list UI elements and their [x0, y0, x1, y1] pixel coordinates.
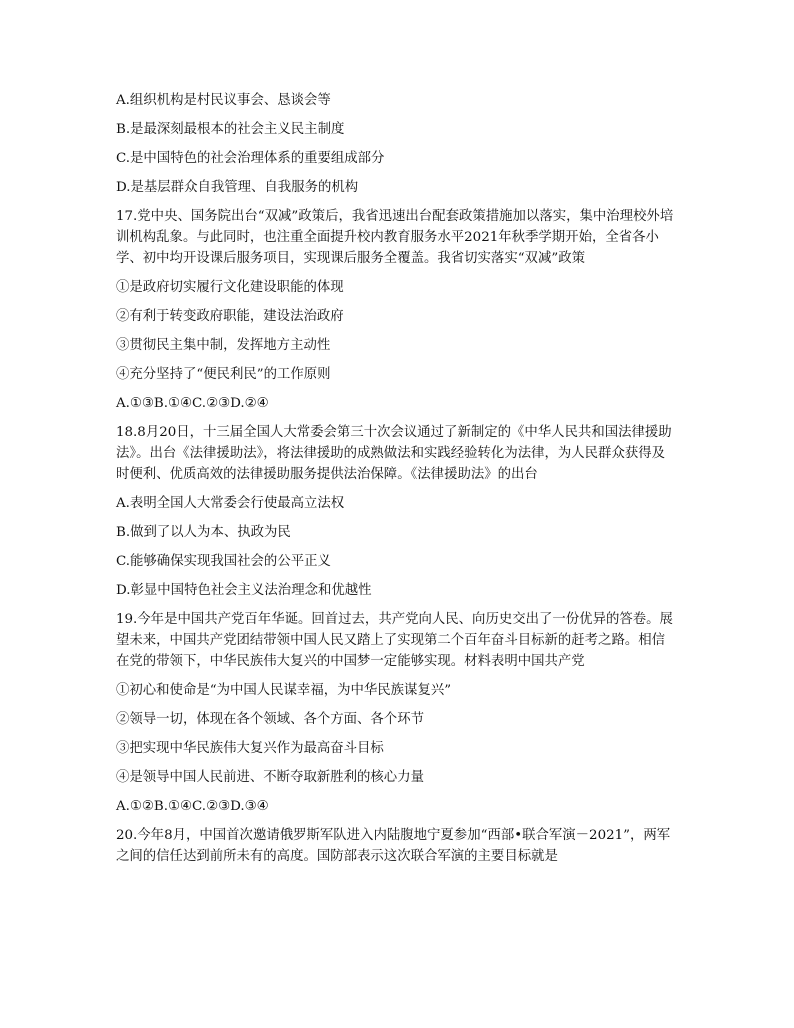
answer-choices-19: A.①②B.①④C.②③D.③④ [116, 799, 269, 814]
statement-2: ②有利于转变政府职能，建设法治政府 [116, 309, 344, 324]
question-19: 19.今年是中国共产党百年华诞。回首过去，共产党向人民、向历史交出了一份优异的答卷。展望未来，中国共产党团结带领中国人民又踏上了实现第二个百年奋斗目标新的赶考之路。相信在党的带领下，中华民族伟大复兴的中国梦一定能够实现。材料表明中国共产党 [116, 612, 673, 669]
option-a: A.组织机构是村民议事会、恳谈会等 [116, 93, 331, 108]
statement-3: ③贯彻民主集中制，发挥地方主动性 [116, 338, 331, 353]
document-page [116, 90, 676, 875]
option-a: A.表明全国人大常委会行使最高立法权 [116, 496, 345, 511]
statement-4: ④充分坚持了“便民利民”的工作原则 [116, 367, 331, 382]
question-17: 17.党中央、国务院出台“双减”政策后，我省迅速出台配套政策措施加以落实，集中治理校外培训机构乱象。与此同时，也注重全面提升校内教育服务水平2021年秋季学期开始，全省各小学、初中均开设课后服务项目，实现课后服务全覆盖。我省切实落实“双减”政策 [116, 209, 674, 266]
question-18: 18.8月20日，十三届全国人大常委会第三十次会议通过了新制定的《中华人民共和国法律援助法》。出台《法律援助法》，将法律援助的成熟做法和实践经验转化为法律，为人民群众获得及时便利、优质高效的法律援助服务提供法治保障。《法律援助法》的出台 [116, 425, 672, 482]
option-d: D.是基层群众自我管理、自我服务的机构 [116, 180, 359, 195]
statement-3: ③把实现中华民族伟大复兴作为最高奋斗目标 [116, 741, 384, 756]
statement-2: ②领导一切，体现在各个领域、各个方面、各个环节 [116, 712, 424, 727]
answer-choices-17: A.①③B.①④C.②③D.②④ [116, 396, 269, 411]
option-c: C.能够确保实现我国社会的公平正义 [116, 554, 331, 569]
option-d: D.彰显中国特色社会主义法治理念和优越性 [116, 583, 372, 598]
statement-4: ④是领导中国人民前进、不断夺取新胜利的核心力量 [116, 770, 424, 785]
statement-1: ①初心和使命是“为中国人民谋幸福，为中华民族谋复兴” [116, 683, 452, 698]
statement-1: ①是政府切实履行文化建设职能的体现 [116, 280, 344, 295]
option-b: B.做到了以人为本、执政为民 [116, 525, 291, 540]
question-20: 20.今年8月，中国首次邀请俄罗斯军队进入内陆腹地宁夏参加“西部•联合军演－2021”，两军之间的信任达到前所未有的高度。国防部表示这次联合军演的主要目标就是 [116, 828, 671, 864]
option-b: B.是最深刻最根本的社会主义民主制度 [116, 122, 345, 137]
option-c: C.是中国特色的社会治理体系的重要组成部分 [116, 151, 385, 166]
